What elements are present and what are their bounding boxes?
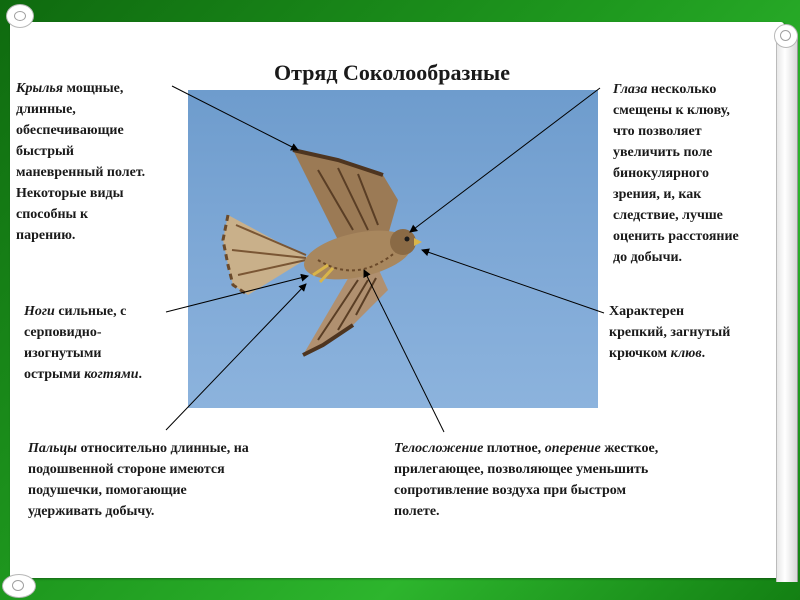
eyes-description: [613, 79, 783, 268]
eyes-line: зрения, и, как: [613, 187, 702, 202]
wings-line: мощные,: [63, 81, 124, 96]
legs-term: Ноги: [24, 304, 55, 319]
body-term: Телосложение: [394, 441, 484, 456]
wings-description: [16, 78, 196, 246]
eyes-line: бинокулярного: [613, 166, 709, 181]
fingers-line: подошвенной стороне имеются: [28, 462, 225, 477]
claws-term: когтями: [84, 367, 139, 382]
wings-line: способны к: [16, 207, 89, 222]
eyes-line: оценить расстояние: [613, 229, 739, 244]
falcon-photo: [188, 90, 598, 408]
eyes-line: увеличить поле: [613, 145, 713, 160]
legs-line: серповидно-: [24, 325, 102, 340]
body-description: [394, 438, 754, 522]
eyes-line: смещены к клюву,: [613, 103, 730, 118]
wings-term: Крылья: [16, 81, 64, 96]
scroll-curl-top-decoration: [6, 4, 34, 28]
scroll-curl-bottom-decoration: [2, 574, 36, 598]
beak-line: Характерен: [609, 304, 685, 319]
falcon-upper-wing: [293, 150, 398, 240]
fingers-line: относительно длинные, на: [76, 441, 249, 456]
legs-line: острыми: [24, 367, 85, 382]
wings-line: маневренный полет.: [16, 165, 146, 180]
wings-line: длинные,: [16, 102, 76, 117]
eyes-line: несколько: [647, 82, 717, 97]
body-line: сопротивление воздуха при быстром: [394, 483, 627, 498]
wings-line: Некоторые виды: [16, 186, 124, 201]
falcon-tail: [223, 215, 308, 295]
eyes-line: следствие, лучше: [613, 208, 723, 223]
fingers-description: [28, 438, 328, 522]
beak-line: крепкий, загнутый: [609, 325, 731, 340]
body-line: жесткое,: [600, 441, 659, 456]
falcon-head: [390, 229, 422, 255]
legs-line: сильные, с: [54, 304, 127, 319]
scroll-curl-right-decoration: [774, 24, 798, 48]
wings-line: обеспечивающие: [16, 123, 124, 138]
legs-line: .: [138, 367, 142, 382]
wings-line: быстрый: [16, 144, 74, 159]
fingers-line: удерживать добычу.: [28, 504, 155, 519]
legs-line: изогнутыми: [24, 346, 102, 361]
falcon-lower-wing: [303, 268, 388, 355]
body-line: плотное,: [483, 441, 545, 456]
beak-line: крючком: [609, 346, 671, 361]
fingers-line: подушечки, помогающие: [28, 483, 187, 498]
beak-description: [609, 301, 779, 364]
body-line: полете.: [394, 504, 440, 519]
beak-line: .: [701, 346, 706, 361]
falcon-illustration: [188, 90, 598, 408]
eyes-line: что позволяет: [613, 124, 702, 139]
eyes-line: до добычи.: [613, 250, 683, 265]
wings-line: парению.: [16, 228, 76, 243]
body-line: прилегающее, позволяющее уменьшить: [394, 462, 649, 477]
beak-term: клюв: [670, 346, 702, 361]
slide-title: Отряд Соколообразные: [274, 60, 510, 85]
plumage-term: оперение: [544, 441, 601, 456]
legs-description: [24, 301, 184, 385]
fingers-term: Пальцы: [28, 441, 77, 456]
eyes-term: Глаза: [613, 82, 648, 97]
